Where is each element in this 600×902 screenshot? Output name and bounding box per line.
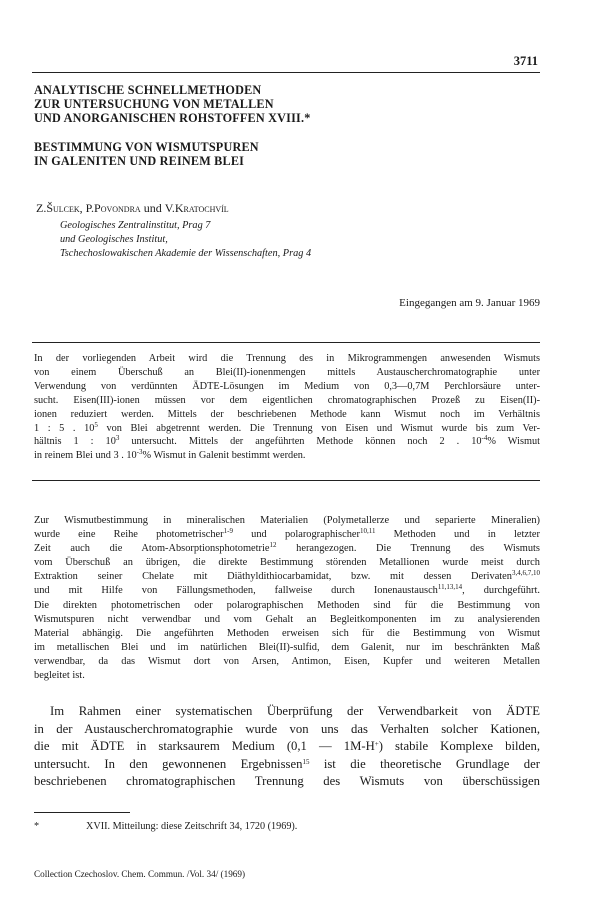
- intro-line: [34, 584, 540, 598]
- author-conjunction: und: [140, 201, 165, 215]
- exponent: -3: [136, 448, 143, 457]
- intro-line: verwendbar, da das Wismut dort von Arsen, Antimon, Eisen, Kupfer und weiteren Metallen: [34, 655, 540, 667]
- reference-superscript: 15: [302, 757, 310, 766]
- author-separator: ,: [79, 201, 86, 215]
- author-list: [36, 201, 229, 216]
- body-paragraph: [34, 703, 540, 791]
- abstract-line: sucht. Eisen(III)-ionen müssen vor dem eigentlichen chromatographischen Prozeß zu Eisen(II)-: [34, 394, 540, 406]
- body-line: [34, 738, 540, 756]
- footnote-rule: [34, 812, 130, 813]
- author-name: V.Kratochvíl: [164, 201, 229, 215]
- body-text: untersucht. In den gewonnenen Ergebnissen: [34, 756, 303, 771]
- header-rule: [32, 72, 540, 73]
- body-line: beschriebenen chromatographischen Trennung des Wismuts von überschüssigen: [34, 774, 540, 788]
- intro-text: , durchgeführt.: [462, 585, 540, 597]
- title-line: ANALYTISCHE SCHNELLMETHODEN: [34, 83, 262, 97]
- intro-text: und polarographischer: [232, 529, 360, 541]
- abstract-top-rule: [32, 342, 540, 343]
- intro-line: Die direkten photometrischen oder polarographischen Methoden sind für die Bestimmung von: [34, 599, 540, 611]
- footnote: [34, 821, 297, 832]
- abstract-bottom-rule: [32, 480, 540, 481]
- footnote-marker: *: [34, 821, 40, 832]
- abstract-line: ionen reduziert werden. Mittels der beschriebenen Methode kann Wismut noch im Verhältnis: [34, 408, 540, 420]
- intro-line: Material abhängig. Die angeführten Methoden erweisen sich für die Bestimmung von Wismut: [34, 627, 540, 639]
- intro-line: Wismutspuren nicht verwendbar und vom Gehalt an Begleitkomponenten im zu analysierenden: [34, 613, 540, 625]
- reference-superscript: 3,4,6,7,10: [512, 569, 540, 578]
- affiliation-line: und Geologisches Institut,: [60, 234, 168, 246]
- abstract-text: von Blei abgetrennt werden. Die Trennung von Eisen und Wismut wurde bis zum Ver-: [97, 422, 540, 434]
- affiliation-line: Tschechoslowakischen Akademie der Wissenschaften, Prag 4: [60, 248, 312, 260]
- abstract-text: % Wismut in Galenit bestimmt werden.: [142, 450, 306, 462]
- abstract-text: % Wismut: [487, 436, 540, 448]
- intro-line: Zur Wismutbestimmung in mineralischen Materialien (Polymetallerze und separierte Mineralien): [34, 515, 540, 526]
- introduction-paragraph: [34, 514, 540, 683]
- reference-superscript: 12: [269, 541, 277, 550]
- abstract: [34, 352, 540, 463]
- intro-text: wurde eine Reihe photometrischer: [34, 529, 224, 541]
- intro-text: Zeit auch die Atom-Absorptionsphotometrie: [34, 543, 270, 555]
- affiliation-line: Geologisches Zentralinstitut, Prag 7: [60, 220, 211, 231]
- reference-superscript: 11,13,14: [437, 583, 463, 592]
- reference-superscript: 1-9: [223, 527, 233, 536]
- article-subtitle: [34, 140, 259, 168]
- abstract-line: In der vorliegenden Arbeit wird die Trennung des in Mikrogrammengen anwesenden Wismuts: [34, 353, 540, 364]
- exponent: 3: [115, 434, 120, 443]
- received-date: Eingegangen am 9. Januar 1969: [399, 297, 540, 309]
- intro-line: [34, 528, 540, 542]
- affiliations: [60, 219, 311, 262]
- title-line: UND ANORGANISCHEN ROHSTOFFEN XVIII.*: [34, 111, 311, 125]
- ion-charge: +: [374, 740, 379, 748]
- author-name: Z.Šulcek: [36, 201, 80, 215]
- reference-superscript: 10,11: [359, 527, 376, 536]
- body-text: ) stabile Komplexe bilden,: [378, 739, 540, 753]
- exponent: 5: [94, 420, 98, 429]
- body-text: die mit ÄDTE in starksaurem Medium (0,1 — 1M-H: [34, 739, 375, 753]
- subtitle-line: IN GALENITEN UND REINEM BLEI: [34, 154, 245, 168]
- abstract-text: hältnis 1 : 10: [34, 436, 116, 448]
- abstract-text: in reinem Blei und 3 . 10: [34, 450, 137, 462]
- body-line: Im Rahmen einer systematischen Überprüfung der Verwendbarkeit von ÄDTE: [50, 704, 540, 718]
- subtitle-line: BESTIMMUNG VON WISMUTSPUREN: [34, 140, 259, 154]
- abstract-text: 1 : 5 . 10: [34, 422, 95, 434]
- intro-text: herangezogen. Die Trennung des Wismuts: [276, 543, 540, 555]
- abstract-line: [34, 435, 540, 449]
- abstract-line: [34, 449, 540, 463]
- intro-text: Methoden und in letzter: [375, 529, 541, 541]
- intro-line: begleitet ist.: [34, 670, 85, 682]
- intro-text: Extraktion seiner Chelate mit Diäthyldithiocarbamidat, bzw. mit dessen Derivaten: [34, 571, 512, 583]
- journal-citation: Collection Czechoslov. Chem. Commun. /Vol. 34/ (1969): [34, 869, 246, 879]
- intro-line: [34, 570, 540, 584]
- article-title: [34, 83, 311, 125]
- intro-line: im metallischen Blei und im natürlichen Blei(II)-sulfid, dem Galenit, nur im beschränkten Maß: [34, 641, 540, 653]
- page-number: 3711: [513, 54, 538, 68]
- abstract-text: untersucht. Mittels der angeführten Methode können noch 2 . 10: [119, 436, 482, 448]
- body-line: [34, 756, 540, 774]
- abstract-line: Verwendung von verdünnten ÄDTE-Lösungen im Medium von 0,3—0,7M Perchlorsäure unter-: [34, 380, 540, 392]
- body-line: in der Austauscherchromatographie wurde von uns das Verhalten solcher Kationen,: [34, 721, 540, 736]
- author-name: P.Povondra: [85, 201, 141, 215]
- abstract-line: [34, 422, 540, 436]
- title-line: ZUR UNTERSUCHUNG VON METALLEN: [34, 97, 274, 111]
- abstract-line: von einem Überschuß an Blei(II)-ionenmengen mittels Austauscherchromatographie unter: [34, 366, 540, 378]
- intro-line: vom Überschuß an übrigen, die direkte Bestimmung störenden Metallionen wurde meist durch: [34, 557, 540, 569]
- body-text: ist die theoretische Grundlage der: [309, 756, 540, 771]
- exponent: -4: [481, 434, 488, 443]
- intro-text: und mit Hilfe von Fällungsmethoden, fallweise durch Ionenaustausch: [34, 585, 438, 597]
- intro-line: [34, 542, 540, 556]
- footnote-text: XVII. Mitteilung: diese Zeitschrift 34, 1720 (1969).: [86, 821, 298, 832]
